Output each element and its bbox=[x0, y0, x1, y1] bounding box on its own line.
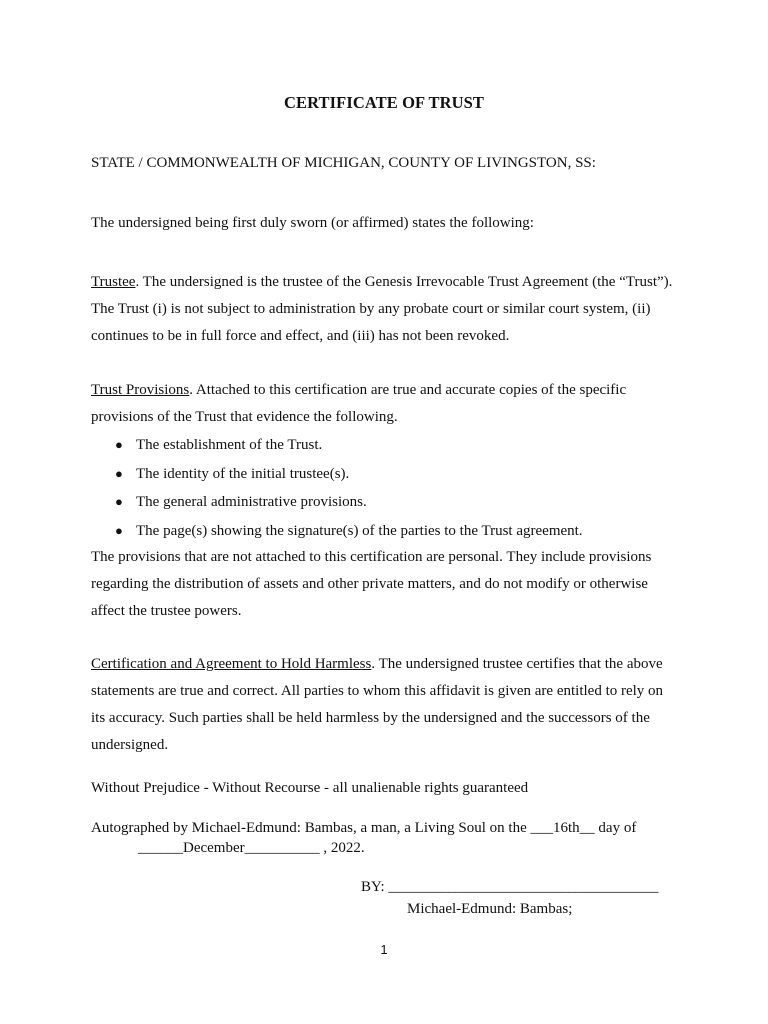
provisions-text: . Attached to this certification are true and accurate copies of the specific provisions of the Trust that evidence the following. bbox=[91, 382, 627, 425]
autograph-line bbox=[91, 820, 636, 837]
list-item: ● The general administrative provisions. bbox=[91, 488, 691, 517]
page-number: 1 bbox=[380, 942, 388, 957]
provisions-after-paragraph: The provisions that are not attached to this certification are personal. They include provisions regarding the distribution of assets and other private matters, and do not modify or otherwise affect the trustee powers. bbox=[91, 549, 652, 619]
certification-text: . The undersigned trustee certifies that the above statements are true and correct. All parties to whom this affidavit is given are entitled to rely on its accuracy. Such parties shall be held harmless by the undersigned and the successors of the undersigned. bbox=[91, 656, 664, 753]
bullet-icon: ● bbox=[115, 494, 123, 509]
bullet-icon: ● bbox=[115, 437, 123, 452]
provisions-heading: Trust Provisions bbox=[91, 382, 190, 398]
trustee-text: . The undersigned is the trustee of the Genesis Irrevocable Trust Agreement (the “Trust”). The Trust (i) is not subject to administration by any probate court or similar court system, (ii) continues to be in full force and effect, and (iii) has not been revoked. bbox=[91, 274, 673, 344]
autograph-year: , 2022. bbox=[319, 840, 365, 856]
certification-paragraph bbox=[91, 651, 677, 759]
list-item: ● The page(s) showing the signature(s) of the parties to the Trust agreement. bbox=[91, 517, 691, 546]
list-item: ● The establishment of the Trust. bbox=[91, 431, 691, 460]
autograph-day: ___16th__ bbox=[530, 820, 595, 836]
venue-line: STATE / COMMONWEALTH OF MICHIGAN, COUNTY OF LIVINGSTON, SS: bbox=[91, 155, 596, 171]
autograph-date-line bbox=[138, 840, 365, 857]
document-title: CERTIFICATE OF TRUST bbox=[283, 93, 485, 112]
trustee-heading: Trustee bbox=[91, 274, 136, 290]
autograph-month: ______December__________ bbox=[138, 840, 320, 856]
list-item: ● The identity of the initial trustee(s). bbox=[91, 460, 691, 489]
autograph-prefix: Autographed by Michael-Edmund: Bambas, a man, a Living Soul on the bbox=[91, 820, 531, 836]
certification-heading: Certification and Agreement to Hold Harmless bbox=[91, 656, 372, 672]
signer-name: Michael-Edmund: Bambas; bbox=[407, 901, 573, 917]
provisions-bullet-list bbox=[91, 431, 691, 545]
autograph-day-suffix: day of bbox=[594, 820, 637, 836]
signature-line: BY: ____________________________________ bbox=[361, 879, 659, 895]
intro-paragraph: The undersigned being first duly sworn (or affirmed) states the following: bbox=[91, 215, 534, 231]
provisions-paragraph bbox=[91, 377, 639, 431]
trustee-paragraph bbox=[91, 269, 683, 350]
without-prejudice-line: Without Prejudice - Without Recourse - all unalienable rights guaranteed bbox=[91, 780, 529, 796]
bullet-icon: ● bbox=[115, 465, 123, 481]
bullet-icon: ● bbox=[115, 522, 123, 538]
